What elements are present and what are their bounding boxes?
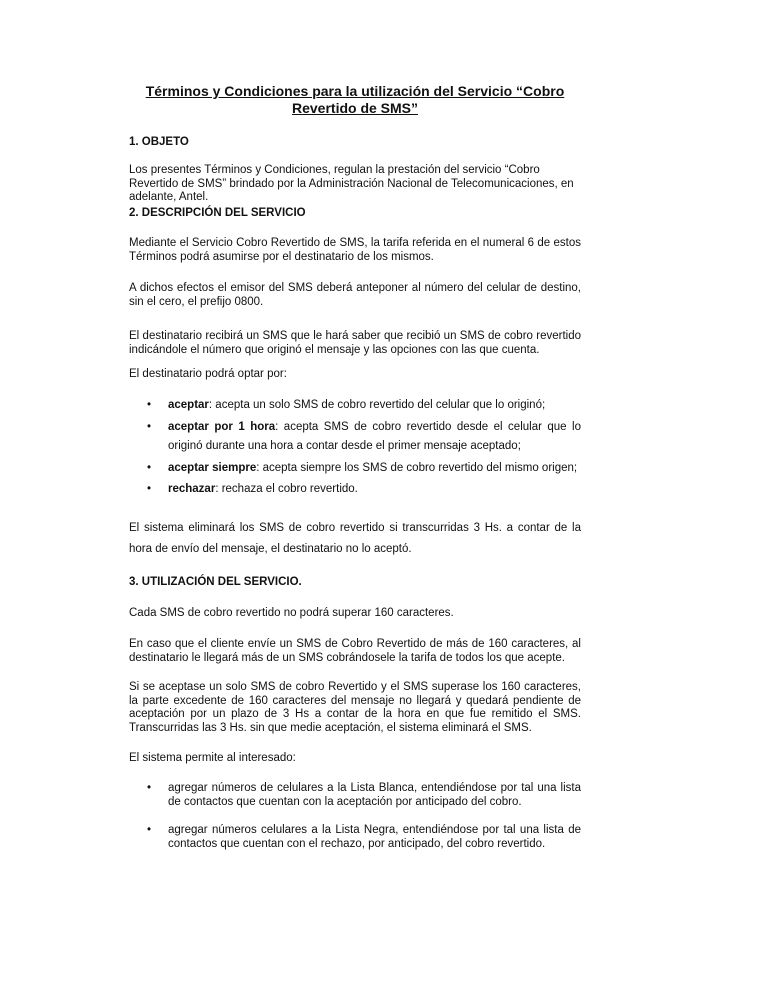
section-heading-objeto: 1. OBJETO <box>129 136 189 148</box>
paragraph: Cada SMS de cobro revertido no podrá superar 160 caracteres. <box>129 607 454 619</box>
document-title: Términos y Condiciones para la utilización del Servicio “Cobro Revertido de SMS” <box>145 83 565 116</box>
option-term: aceptar por 1 hora <box>168 421 276 433</box>
paragraph: Los presentes Términos y Condiciones, regulan la prestación del servicio “Cobro Revertido de SMS” brindado por la Administración Nacional de Telecomunicaciones, en adelante, Antel. <box>129 164 574 204</box>
bullet-icon: • <box>147 824 152 836</box>
paragraph: El sistema eliminará los SMS de cobro revertido si transcurridas 3 Hs. a contar de la hora de envío del mensaje, el destinatario no lo aceptó. <box>129 522 581 555</box>
section-heading-descripcion: 2. DESCRIPCIÓN DEL SERVICIO <box>129 207 306 219</box>
paragraph: El sistema permite al interesado: <box>129 752 296 764</box>
option-desc: : rechaza el cobro revertido. <box>215 483 358 495</box>
bullet-icon: • <box>147 399 152 411</box>
option-desc: : acepta un solo SMS de cobro revertido del celular que lo originó; <box>208 399 546 411</box>
option-desc: : acepta siempre los SMS de cobro revertido del mismo origen; <box>256 462 578 474</box>
bullet-icon: • <box>147 782 152 794</box>
list-item-text: agregar números celulares a la Lista Negra, entendiéndose por tal una lista de contactos que cuentan con el rechazo, por anticipado, del cobro revertido. <box>168 824 581 850</box>
paragraph: Si se aceptase un solo SMS de cobro Revertido y el SMS superase los 160 caracteres, la parte excedente de 160 caracteres del mensaje no llegará y quedará pendiente de aceptación por un plazo de 3 Hs a contar de la hora en que fue remitido el SMS. Transcurridas las 3 Hs. sin que medie aceptación, el sistema eliminará el SMS. <box>129 681 581 735</box>
section-heading-utilizacion: 3. UTILIZACIÓN DEL SERVICIO. <box>129 576 302 588</box>
paragraph: El destinatario recibirá un SMS que le hará saber que recibió un SMS de cobro revertido indicándole el número que originó el mensaje y las opciones con las que cuenta. <box>129 330 581 356</box>
option-desc: : acepta SMS de cobro revertido desde el celular que lo originó durante una hora a contar desde el primer mensaje aceptado; <box>168 421 581 452</box>
paragraph: El destinatario podrá optar por: <box>129 368 287 380</box>
bullet-icon: • <box>147 483 152 495</box>
list-item-text: agregar números de celulares a la Lista Blanca, entendiéndose por tal una lista de contactos que cuentan con la aceptación por anticipado del cobro. <box>168 782 581 808</box>
option-term: rechazar <box>168 483 216 495</box>
paragraph: A dichos efectos el emisor del SMS deberá anteponer al número del celular de destino, sin el cero, el prefijo 0800. <box>129 282 581 308</box>
option-term: aceptar siempre <box>168 462 257 474</box>
paragraph: Mediante el Servicio Cobro Revertido de SMS, la tarifa referida en el numeral 6 de estos Términos podrá asumirse por el destinatario de los mismos. <box>129 237 581 263</box>
option-term: aceptar <box>168 399 209 411</box>
bullet-icon: • <box>147 462 152 474</box>
bullet-icon: • <box>147 421 152 433</box>
paragraph: En caso que el cliente envíe un SMS de Cobro Revertido de más de 160 caracteres, al destinatario le llegará más de un SMS cobrándosele la tarifa de todos los que acepte. <box>129 638 581 664</box>
